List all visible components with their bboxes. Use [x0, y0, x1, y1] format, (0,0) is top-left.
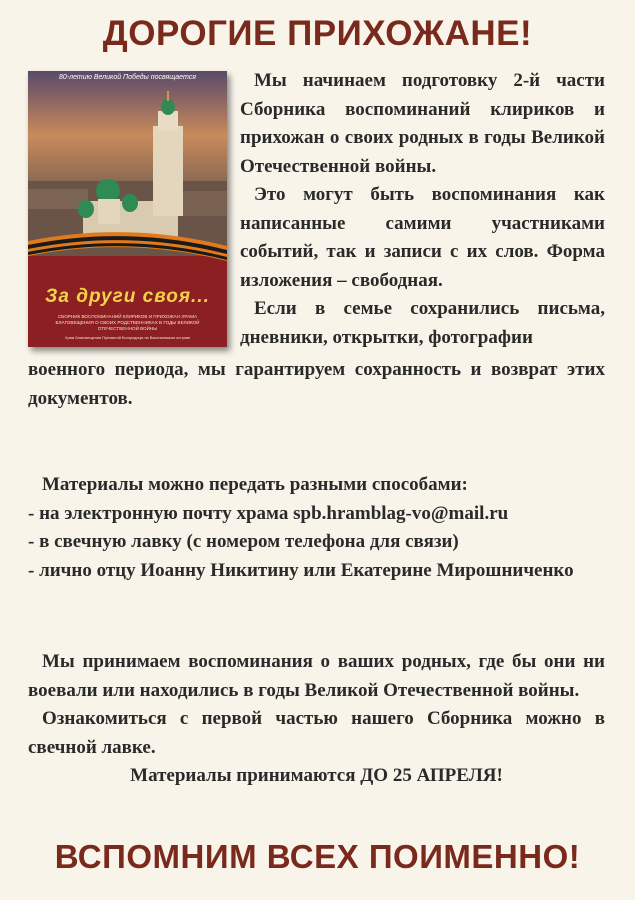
ways-heading: Материалы можно передать разными способами:: [42, 474, 468, 495]
first-part-paragraph: Ознакомиться с первой частью нашего Сборника можно в свечной лавке.: [28, 708, 605, 758]
book-cover-image: [28, 71, 227, 347]
footer-slogan: ВСПОМНИМ ВСЕХ ПОИМЕННО!: [54, 838, 581, 875]
way-item-email: - на электронную почту храма spb.hramblag-vo@mail.ru: [28, 502, 509, 524]
ways-list: [28, 471, 605, 585]
page-title: ДОРОГИЕ ПРИХОЖАНЕ!: [102, 14, 533, 53]
way-item-person: - лично отцу Иоанну Никитину или Екатерине Мирошниченко: [28, 559, 574, 581]
accept-paragraph: Мы принимаем воспоминания о ваших родных, где бы они ни воевали или находились в годы Великой Отечественной войны.: [28, 651, 605, 701]
intro-paragraph-1: Мы начинаем подготовку 2-й части Сборника воспоминаний клириков и прихожан о своих родных в годы Великой Отечественной войны.: [240, 70, 605, 177]
intro-paragraph-2: Это могут быть воспоминания как написанные самими участниками событий, так и записи с их слов. Форма изложения – свободная.: [240, 184, 605, 291]
cover-caption: 80-летию Великой Победы посвящается: [59, 74, 196, 81]
cover-title: За други своя...: [45, 286, 210, 307]
intro-text: [240, 67, 605, 352]
deadline: Материалы принимаются ДО 25 АПРЕЛЯ!: [130, 765, 503, 786]
intro-paragraph-3: Если в семье сохранились письма, дневники, открытки, фотографии: [240, 298, 605, 348]
cover-footer: Храм Благовещения Пресвятой Богородицы на Васильевском острове: [64, 336, 191, 340]
accept-block: [28, 648, 605, 791]
cover-subtitle: СБОРНИК ВОСПОМИНАНИЙ КЛИРИКОВ И ПРИХОЖАН ХРАМА БЛАГОВЕЩЕНИЯ О СВОИХ РОДСТВЕННИКАХ В ГОДЫ ВЕЛИКОЙ ОТЕЧЕСТВЕННОЙ ВОЙНЫ: [55, 314, 200, 331]
way-item-shop: - в свечную лавку (с номером телефона для связи): [28, 531, 459, 552]
continuation-text: военного периода, мы гарантируем сохранность и возврат этих документов.: [28, 359, 605, 409]
